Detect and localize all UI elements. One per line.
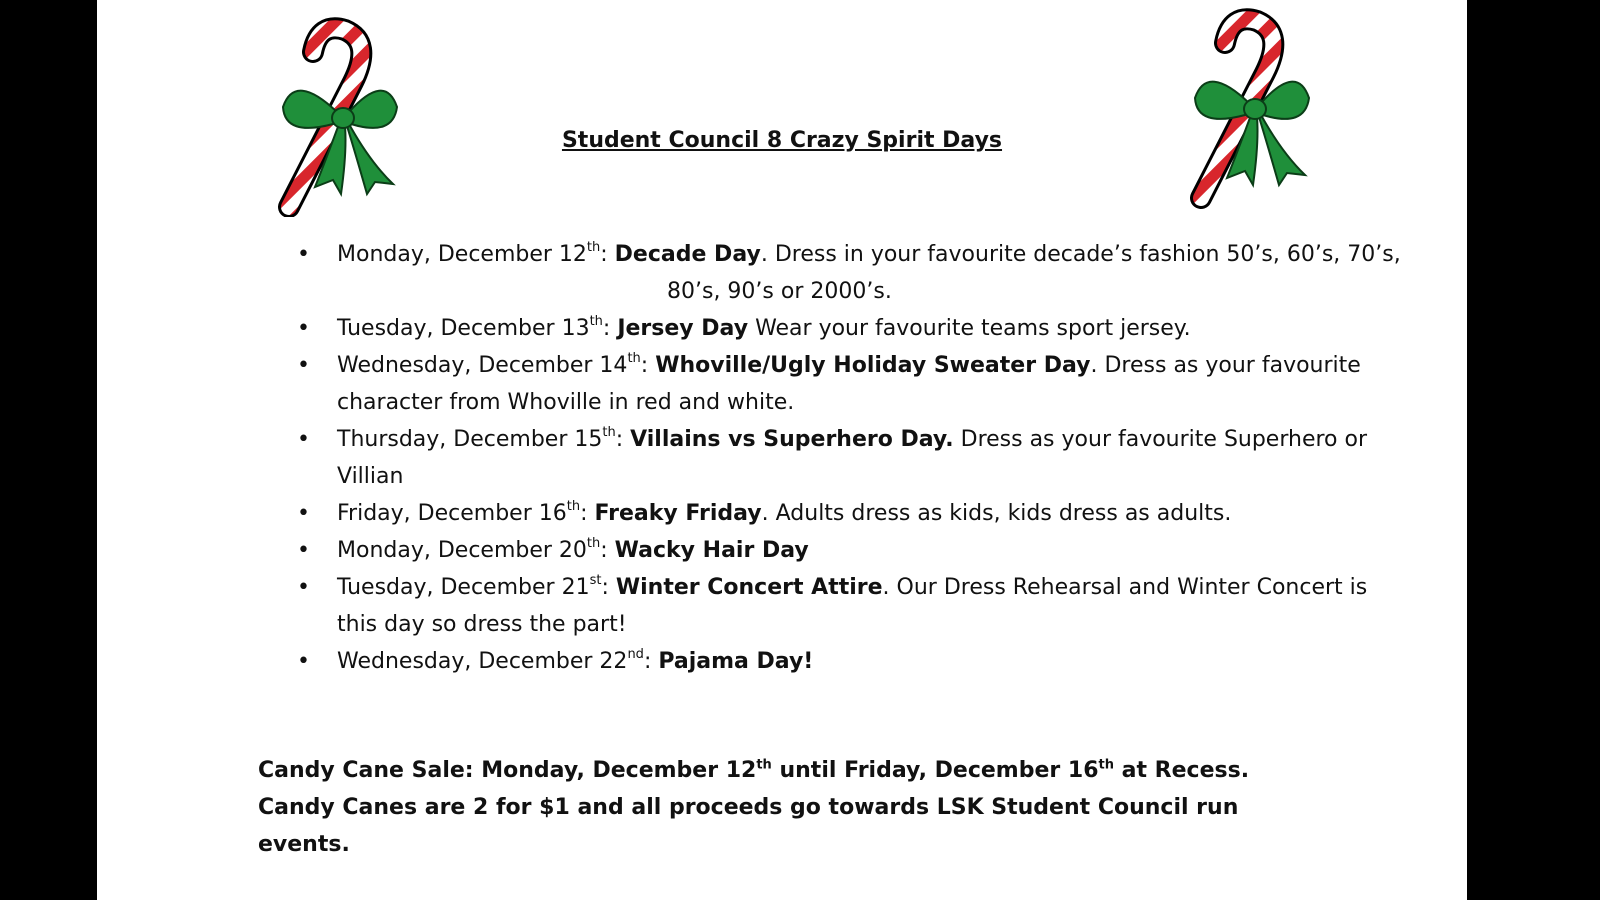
bullet-icon: •	[297, 242, 310, 267]
list-item: • Tuesday, December 13th: Jersey Day Wear your favourite teams sport jersey.	[337, 310, 1407, 347]
day-date: Wednesday, December 14	[337, 353, 628, 378]
day-date: Tuesday, December 21	[337, 575, 590, 600]
day-date: Tuesday, December 13	[337, 316, 590, 341]
separator: .	[760, 242, 775, 267]
day-date: Monday, December 12	[337, 242, 587, 267]
date-suffix: nd	[627, 646, 644, 662]
separator: .	[761, 501, 776, 526]
date-suffix: th	[566, 498, 581, 514]
day-date: Friday, December 16	[337, 501, 567, 526]
separator: .	[1090, 353, 1105, 378]
date-suffix: th	[627, 350, 641, 366]
date-suffix: st	[589, 572, 602, 588]
list-item: • Monday, December 12th: Decade Day. Dress in your favourite decade’s fashion 50’s, 60’s, 70’s,80’s, 90’s or 2000’s.	[337, 236, 1407, 310]
list-item: • Friday, December 16th: Freaky Friday. Adults dress as kids, kids dress as adults.	[337, 495, 1407, 532]
day-name: Villains vs Superhero Day.	[630, 427, 954, 452]
bullet-icon: •	[297, 353, 310, 378]
flyer-page	[97, 0, 1467, 900]
bullet-icon: •	[297, 649, 310, 674]
sale-text: until Friday, December 16	[771, 758, 1099, 783]
separator	[748, 316, 755, 341]
spirit-days-list	[297, 236, 1407, 680]
list-item: • Wednesday, December 14th: Whoville/Ugly Holiday Sweater Day. Dress as your favourite character from Whoville in red and white.	[337, 347, 1407, 421]
day-name: Freaky Friday	[594, 501, 762, 526]
separator: .	[882, 575, 897, 600]
day-name: Winter Concert Attire	[615, 575, 883, 600]
day-description: Dress in your favourite decade’s fashion 50’s, 60’s, 70’s,	[774, 242, 1401, 267]
list-item: • Wednesday, December 22nd: Pajama Day!	[337, 643, 1407, 680]
list-item: • Monday, December 20th: Wacky Hair Day	[337, 532, 1407, 569]
day-description: Adults dress as kids, kids dress as adults.	[775, 501, 1232, 526]
date-suffix: th	[1098, 757, 1114, 773]
day-date: Monday, December 20	[337, 538, 587, 563]
day-name: Wacky Hair Day	[614, 538, 809, 563]
date-suffix: th	[586, 239, 601, 255]
bullet-icon: •	[297, 316, 310, 341]
day-description: Dress as your favourite character from Whoville in red and white.	[337, 353, 1361, 415]
bullet-icon: •	[297, 501, 310, 526]
day-name: Decade Day	[614, 242, 761, 267]
day-name: Whoville/Ugly Holiday Sweater Day	[655, 353, 1091, 378]
day-description-cont: 80’s, 90’s or 2000’s.	[667, 279, 892, 304]
day-description: Wear your favourite teams sport jersey.	[755, 316, 1191, 341]
sale-text: Candy Cane Sale: Monday, December 12	[258, 758, 757, 783]
day-name: Jersey Day	[617, 316, 749, 341]
separator	[954, 427, 961, 452]
bullet-icon: •	[297, 575, 310, 600]
day-date: Wednesday, December 22	[337, 649, 628, 674]
bullet-icon: •	[297, 538, 310, 563]
day-name: Pajama Day!	[658, 649, 814, 674]
sale-text: at Recess. Candy Canes are 2 for $1 and all proceeds go towards LSK Student Council run events.	[258, 758, 1250, 857]
day-description: Our Dress Rehearsal and Winter Concert is this day so dress the part!	[337, 575, 1368, 637]
candy-cane-right-icon	[1187, 8, 1322, 213]
candy-cane-sale-note	[258, 752, 1298, 863]
list-item: • Thursday, December 15th: Villains vs Superhero Day. Dress as your favourite Superhero or Villian	[337, 421, 1407, 495]
day-description: Dress as your favourite Superhero or Villian	[337, 427, 1368, 489]
date-suffix: th	[586, 535, 601, 551]
day-date: Thursday, December 15	[337, 427, 603, 452]
date-suffix: th	[589, 313, 603, 329]
date-suffix: th	[756, 757, 772, 773]
list-item: • Tuesday, December 21st: Winter Concert Attire. Our Dress Rehearsal and Winter Concert is this day so dress the part!	[337, 569, 1407, 643]
date-suffix: th	[602, 424, 616, 440]
bullet-icon: •	[297, 427, 310, 452]
candy-cane-left-icon	[275, 12, 410, 217]
page-title: Student Council 8 Crazy Spirit Days	[561, 128, 1003, 153]
